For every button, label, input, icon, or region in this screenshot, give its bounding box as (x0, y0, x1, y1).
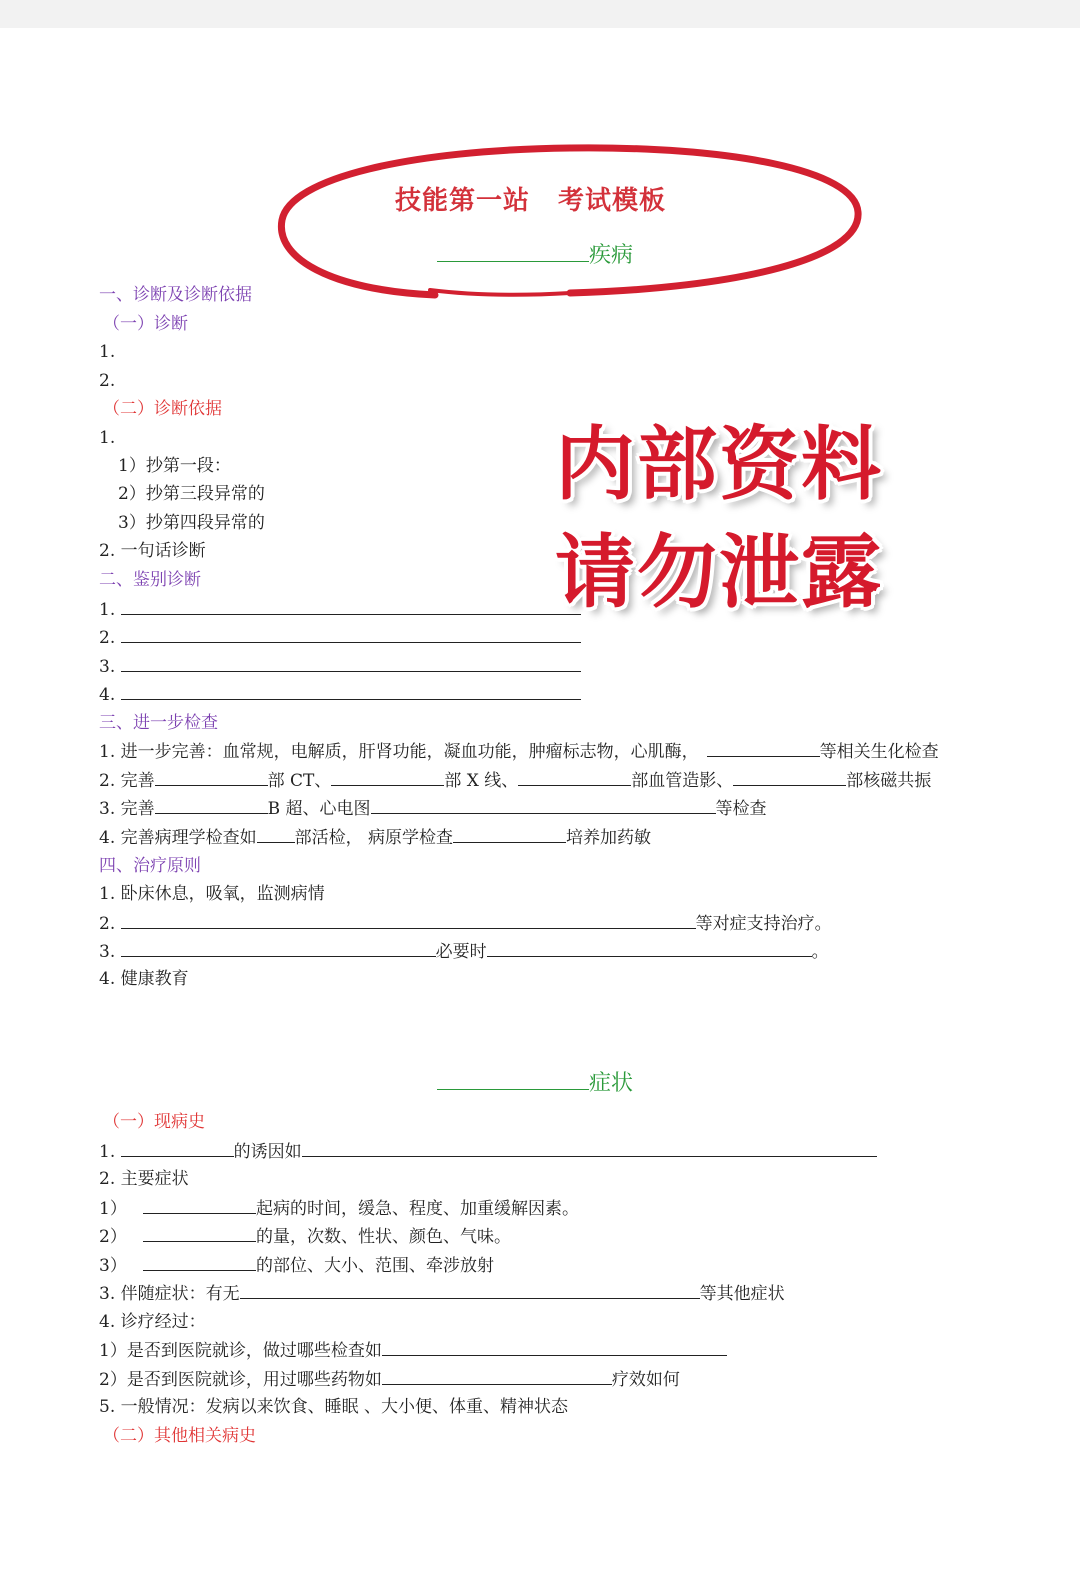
page-title (395, 180, 685, 217)
watermark-line-1: 内部资料 (555, 418, 883, 511)
symptom-item-2: 2） 的量，次数、性状、颜色、气味。 (99, 1227, 512, 1247)
treatment-line-4: 4. 健康教育 (99, 969, 189, 989)
diagnosis-item-2: 2. (99, 371, 116, 391)
exam-line-1: 1. 进一步完善：血常规，电解质，肝肾功能，凝血功能，肿瘤标志物，心肌酶， 等相关生化检查 (99, 742, 939, 762)
diagnosis-item-1: 1. (99, 342, 116, 362)
section1-sub1: （一）诊断 (103, 314, 188, 334)
disease-blank (437, 239, 589, 262)
section4-title: 四、治疗原则 (99, 856, 201, 876)
disease-suffix: 疾病 (589, 243, 634, 268)
differential-item-3: 3. (99, 655, 581, 678)
history-line-1: 1. 的诱因如 (99, 1140, 877, 1163)
symptom-item-1: 1） 起病的时间，缓急、程度、加重缓解因素。 (99, 1199, 580, 1219)
differential-item-1: 1. (99, 598, 581, 621)
red-ellipse-annotation (270, 140, 870, 310)
treatment-history-1: 1）是否到医院就诊，做过哪些检查如 (99, 1339, 727, 1362)
exam-line-3: 3. 完善 B 超、心电图 等检查 (99, 799, 767, 819)
history-line-2: 2. 主要症状 (99, 1169, 189, 1189)
basis-sub-item-2: 2）抄第三段异常的 (118, 484, 265, 504)
exam-line-2: 2. 完善 部 CT、 部 X 线、 部血管造影、 部核磁共振 (99, 771, 932, 791)
history-line-4: 4. 诊疗经过： (99, 1312, 206, 1332)
history-line-5: 5. 一般情况：发病以来饮食、睡眠 、大小便、体重、精神状态 (99, 1397, 569, 1417)
section1-sub2: （二）诊断依据 (103, 399, 222, 419)
history-line-3: 3. 伴随症状：有无 等其他症状 (99, 1284, 785, 1304)
differential-item-4: 4. (99, 683, 581, 706)
basis-item-1: 1. (99, 428, 116, 448)
section2-title: 二、鉴别诊断 (99, 570, 201, 590)
symptom-heading (437, 1066, 633, 1097)
basis-sub-item-1: 1）抄第一段： (118, 456, 231, 476)
symptom-suffix: 症状 (589, 1071, 634, 1096)
history-sub2: （二）其他相关病史 (103, 1426, 256, 1446)
basis-item-2: 2. 一句话诊断 (99, 541, 206, 561)
symptom-item-3: 3） 的部位、大小、范围、牵涉放射 (99, 1256, 495, 1276)
section1-title: 一、诊断及诊断依据 (99, 285, 252, 305)
exam-line-4: 4. 完善病理学检查如 部活检， 病原学检查 培养加药敏 (99, 828, 652, 848)
title-part1: 技能第一站 (395, 186, 531, 216)
symptom-blank (437, 1067, 589, 1090)
treatment-history-2: 2）是否到医院就诊，用过哪些药物如 疗效如何 (99, 1370, 680, 1390)
basis-sub-item-3: 3）抄第四段异常的 (118, 513, 265, 533)
history-sub1: （一）现病史 (103, 1112, 205, 1132)
section3-title: 三、进一步检查 (99, 713, 218, 733)
disease-heading (437, 238, 633, 269)
treatment-line-1: 1. 卧床休息，吸氧，监测病情 (99, 884, 325, 904)
watermark-line-2: 请勿泄露 (555, 526, 883, 619)
treatment-line-3: 3. 必要时 。 (99, 942, 829, 962)
treatment-line-2: 2. 等对症支持治疗。 (99, 914, 832, 934)
differential-item-2: 2. (99, 626, 581, 649)
title-part2: 考试模板 (558, 186, 667, 216)
